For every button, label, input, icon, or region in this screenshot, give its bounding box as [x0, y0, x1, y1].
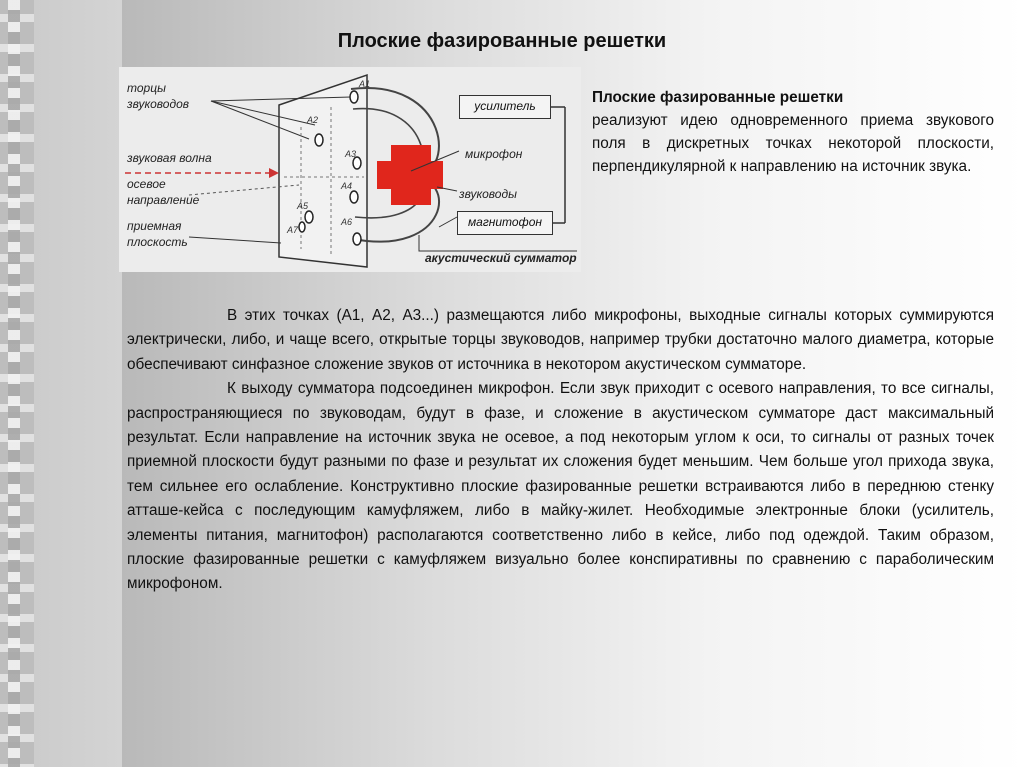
label-zvukovodov: звуководов: [127, 97, 190, 111]
intro-paragraph: [592, 86, 994, 178]
label-plane: плоскость: [127, 235, 188, 249]
aperture-a5: [305, 211, 313, 223]
point-label-a5: A5: [297, 201, 309, 211]
recorder-box: магнитофон: [457, 211, 553, 235]
aperture-a7: [299, 222, 305, 232]
aperture-a2: [315, 134, 323, 146]
aperture-a4: [350, 191, 358, 203]
paragraph-2: К выходу сумматора подсоединен микрофон. Если звук приходит с осевого направления, то все сигналы, распространяющиеся по звуководам, будут в фазе, и сложение в акустическом сумматоре даст максимальный результат. Если направление на источник звука не осевое, а под некоторым углом к оси, то сигналы от разных точек приемной плоскости будут разными по фазе и результат их сложения будет меньшим. Чем больше угол прихода звука, тем сильнее его ослабление. Конструктивно плоские фазированные решетки встраиваются либо в переднюю стенку атташе-кейса с последующим камуфляжем, либо в майку-жилет. Необходимые электронные блоки (усилитель, элементы питания, магнитофон) располагаются соответственно либо в кейсе, либо под одеждой. Таким образом, плоские фазированные решетки с камуфляжем визуально более конспиративны по сравнению с параболическим микрофоном.: [127, 380, 994, 593]
label-receiving: приемная: [127, 219, 182, 233]
aperture-a1: [350, 91, 358, 103]
label-sound-wave: звуковая волна: [127, 151, 212, 165]
label-axial: осевое: [127, 177, 166, 191]
slide-title: Плоские фазированные решетки: [337, 30, 667, 52]
point-label-a4: A4: [341, 181, 353, 191]
aperture-a6: [353, 233, 361, 245]
film-strip-holes: [8, 0, 20, 767]
intro-heading: Плоские фазированные решетки: [592, 89, 844, 106]
label-microphone: микрофон: [465, 147, 523, 161]
point-label-a6: A6: [341, 217, 353, 227]
label-summator: акустический сумматор: [425, 251, 577, 265]
intro-text: реализуют идею одновременного приема звукового поля в дискретных точках некоторой плоскости, перпендикулярной к направлению на источник звука.: [592, 112, 994, 175]
paragraph-1: В этих точках (А1, А2, А3...) размещаются либо микрофоны, выходные сигналы которых суммируются электрически, либо, и чаще всего, открытые торцы звуководов, например трубки достаточно малого диаметра, которые обеспечивают синфазное сложение звуков от источника в некотором акустическом сумматоре.: [127, 307, 994, 373]
label-torcy: торцы: [127, 81, 166, 95]
summator-cross-horizontal: [377, 161, 443, 189]
point-label-a2: A2: [307, 115, 319, 125]
point-label-a7: A7: [287, 225, 299, 235]
point-label-a3: A3: [345, 149, 357, 159]
label-direction: направление: [127, 193, 200, 207]
label-waveguides: звуководы: [459, 187, 517, 201]
point-label-a1: A1: [359, 79, 371, 89]
amplifier-box: усилитель: [459, 95, 551, 119]
body-text: [127, 304, 994, 597]
phased-array-diagram: [119, 67, 581, 272]
